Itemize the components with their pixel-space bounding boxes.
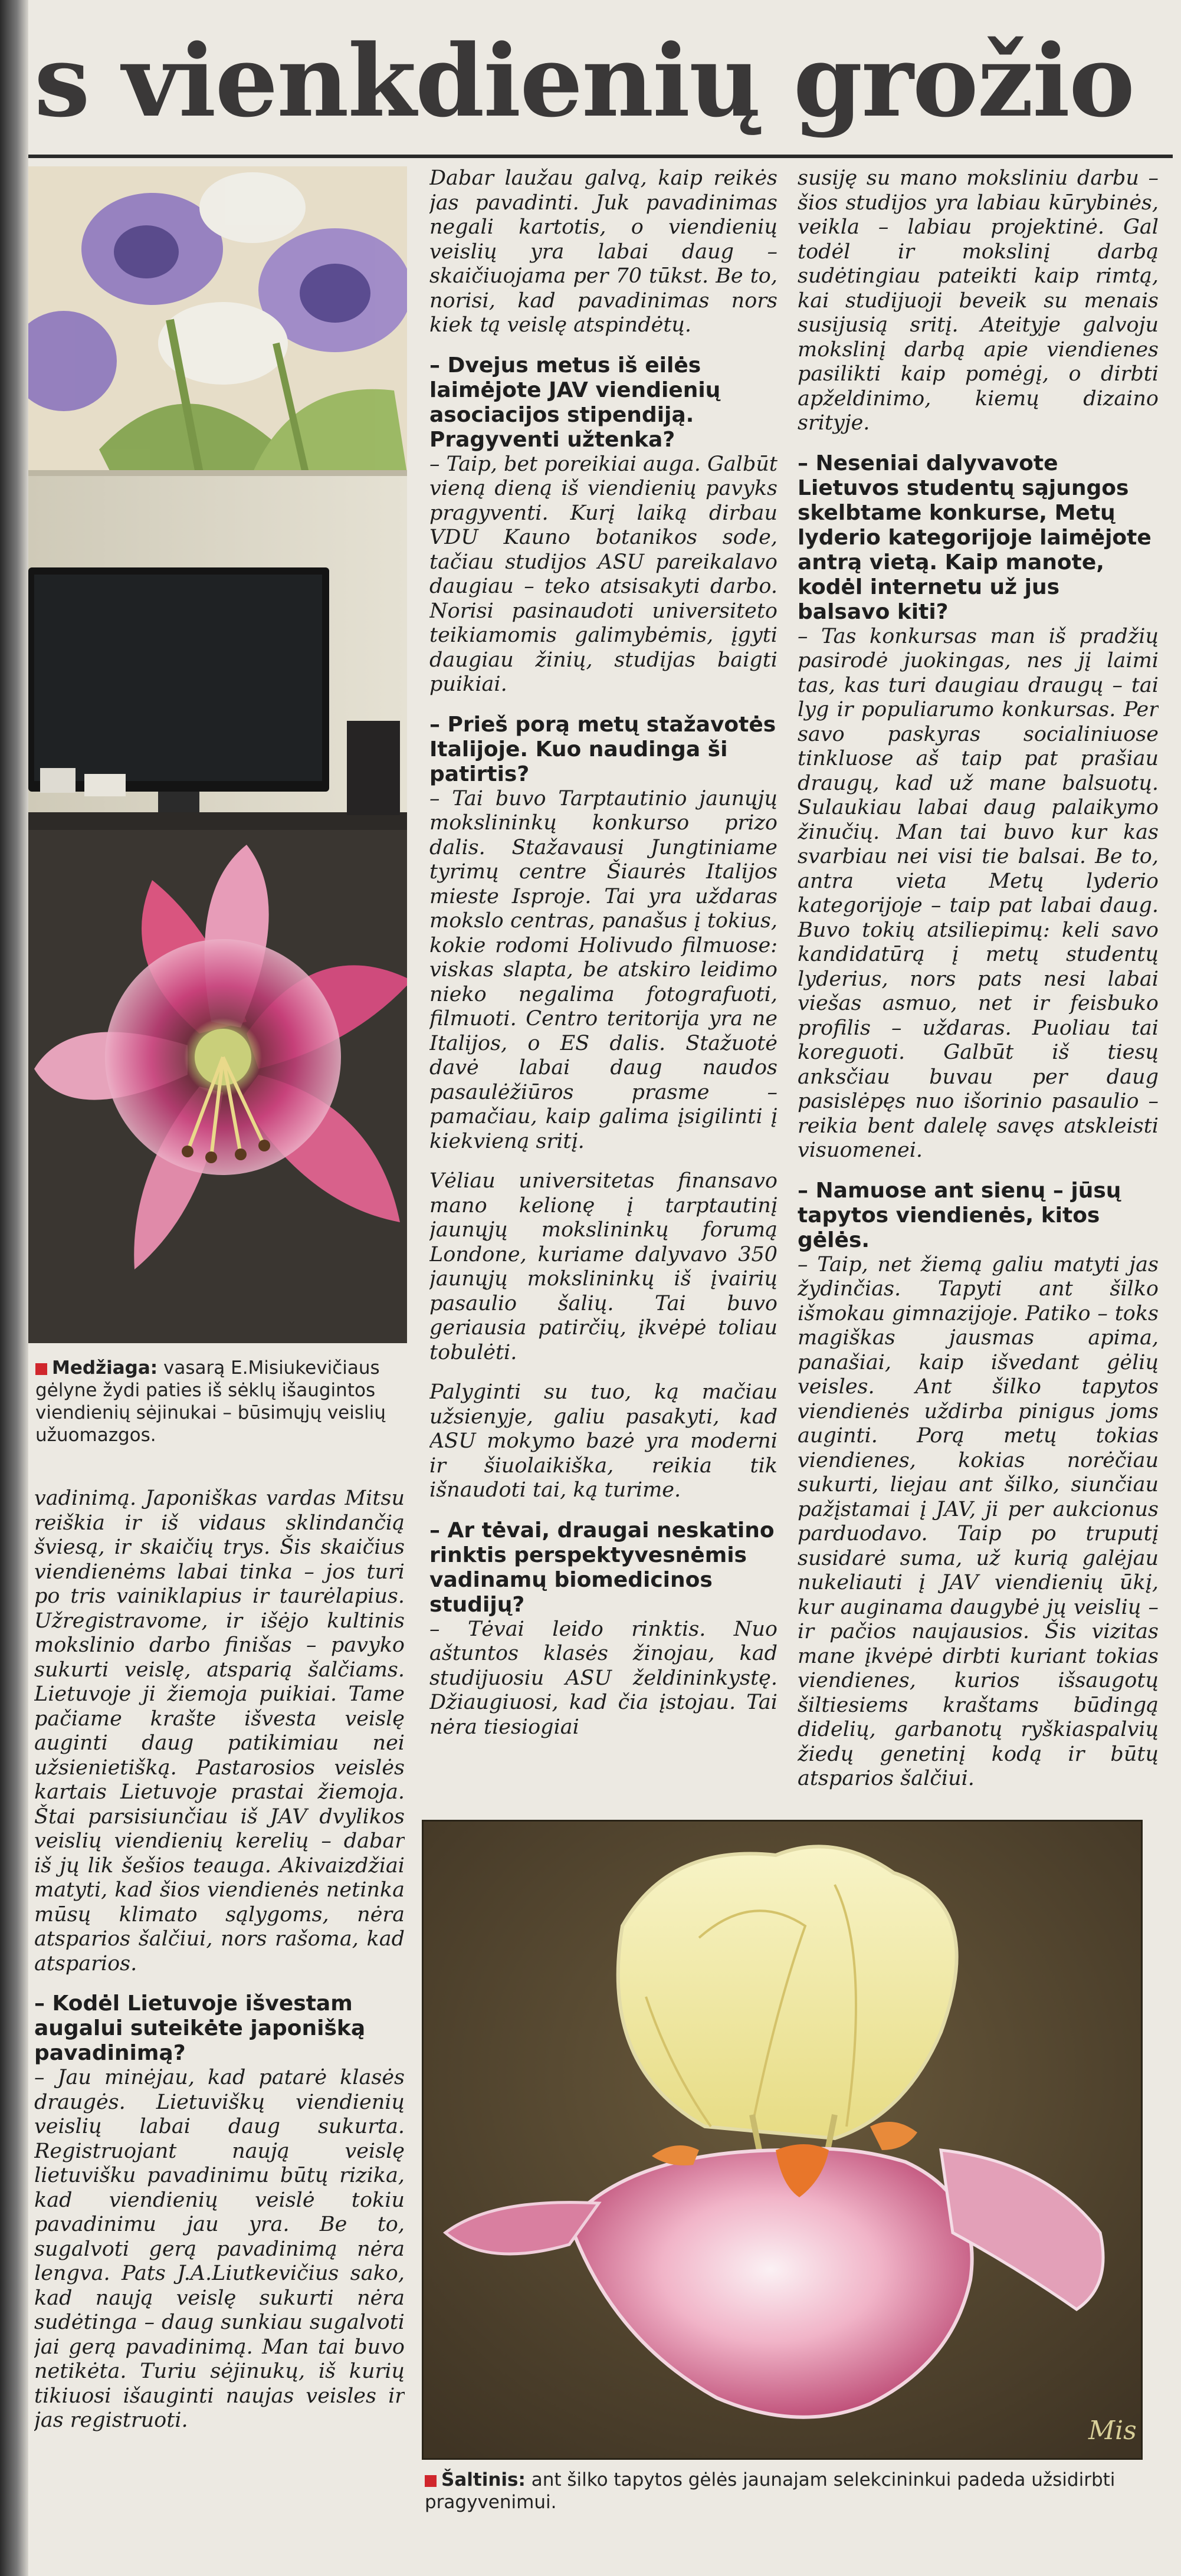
interview-question: – Prieš porą metų stažavotės Italijoje. Kuo naudinga ši patirtis?: [429, 712, 776, 786]
headline-rule: [28, 155, 1173, 158]
photo-silk-painting: [422, 1820, 1143, 2460]
article-paragraph: – Jau minėjau, kad patarė klasės draugės. Lietuviškų viendienių veislių labai daug sukurta. Registruojant naują veislę lietuvišku pavadinimu būtų rizika, kad viendienių veislė tokiu pavadinimu jau yra. Be to, sugalvoti gerą pavadinimą nėra lengva. Pats J.A.Liutkevičius sako, kad naują veislę sukurti nėra sudėtinga – daug sunkiau sugalvoti jai gerą pavadinimą. Man tai buvo netikėta. Turiu sėjinukų, iš kurių tikiuosi išauginti naujas veisles ir jas registruoti.: [34, 2066, 405, 2432]
page-edge-shadow: [0, 0, 28, 2576]
article-paragraph: Dabar laužau galvą, kaip reikės jas pavadinti. Juk pavadinimas negali kartotis, o viendienių veislių yra labai daug – skaičiuojama per 70 tūkst. Be to, norisi, kad pavadinimas nors kiek tą veislę atspindėtų.: [429, 166, 778, 337]
interview-question: – Ar tėvai, draugai neskatino rinktis perspektyvesnėmis vadinamų biomedicinos studijų?: [429, 1518, 775, 1617]
interview-question: – Kodėl Lietuvoje išvestam augalui suteikėte japonišką pavadinimą?: [34, 1991, 366, 2065]
interview-question: – Dvejus metus iš eilės laimėjote JAV viendienių asociacijos stipendiją. Pragyventi užtenka?: [429, 353, 721, 452]
article-paragraph: – Taip, bet poreikiai auga. Galbūt vieną dieną iš viendienių pavyks pragyventi. Kurį laiką dirbau VDU Kauno botanikos sode, tačiau studijos ASU pareikalavo daugiau – teko atsisakyti darbo. Norisi pasinaudoti universiteto teikiamomis galimybėmis, įgyti daugiau žinių, studijas baigti puikiai.: [429, 452, 778, 696]
photo-daylily: [28, 166, 407, 1343]
article-paragraph: – Tėvai leido rinktis. Nuo aštuntos klasės žinojau, kad studijuosiu ASU želdininkystę. Džiaugiuosi, kad čia įstojau. Tai nėra tiesiogiai: [429, 1617, 778, 1739]
article-column-1: [34, 1486, 405, 2560]
article-paragraph: – Tas konkursas man iš pradžių pasirodė juokingas, nes jį laimi tas, kas turi daugiau draugų – tai lyg ir populiarumo konkursas. Per savo paskyras socialiniuose tinkluose aš taip pat prašiau draugų, kad už mane balsuotų. Sulaukiau labai daug palaikymo žinučių. Man tai buvo kur kas svarbiau nei visi tie balsai. Be to, antra vieta Metų lyderio kategorijoje – taip pat labai daug. Buvo tokių atsiliepimų: keli savo kandidatūrą į metų studentų lyderius, nors pats nesi labai viešas asmuo, net ir feisbuko profilis – uždaras. Puoliau tai koreguoti. Galbūt iš tiesų anksčiau buvau per daug pasislėpęs nuo išorinio pasaulio – reikia bent dalelę savęs atskleisti visuomenei.: [798, 624, 1159, 1162]
interview-question: – Neseniai dalyvavote Lietuvos studentų sąjungos skelbtame konkurse, Metų lyderio kategorijoje laimėjote antrą vietą. Kaip manote, kodėl internetu už jus balsavo kiti?: [798, 451, 1152, 624]
article-paragraph: susiję su mano moksliniu darbu – šios studijos yra labiau kūrybinės, veikla – labiau projektinė. Gal todėl ir mokslinį darbą sudėtingiau pateikti kaip rimtą, kai studijuoji beveik su menais susijusią sritį. Ateityje galvoju mokslinį darbą apie viendienes pasilikti kaip pomėgį, o dirbti apželdinimo, kiemų dizaino srityje.: [798, 166, 1159, 435]
page-headline: s vienkdienių grožio: [34, 22, 1134, 139]
painting-signature: Mis: [1088, 2416, 1137, 2446]
article-column-3: [798, 166, 1159, 1800]
article-paragraph: – Taip, net žiemą galiu matyti jas žydinčias. Tapyti ant šilko išmokau gimnazijoje. Patiko – toks magiškas jausmas apima, panašiai, kaip išvedant gėlių veisles. Ant šilko tapytos viendienės uždirba pinigus joms auginti. Porą metų tokias viendienes, kokias norėčiau sukurti, liejau ant šilko, siunčiau pažįstamai į JAV, ji per aukcionus parduodavo. Taip po truputį susidarė suma, už kurią galėjau nukeliauti į JAV viendienių ūkį, kur auginama daugybė jų veislių – ir pačios naujausios. Šis vizitas mane įkvėpė dirbti kuriant tokias viendienes, kurios išsaugotų šiltiesiems kraštams būdingą didelių, garbanotų ryškiaspalvių žiedų genetinį kodą ir būtų atsparios šalčiui.: [798, 1252, 1159, 1790]
caption-marker-square: [425, 2475, 437, 2487]
article-paragraph: – Tai buvo Tarptautinio jaunųjų mokslininkų konkurso prizo dalis. Stažavausi Jungtiniame tyrimų centre Šiaurės Italijos mieste Isproje. Tai yra uždaras mokslo centras, panašus į tokius, kokie rodomi Holivudo filmuose: viskas slapta, be atskiro leidimo nieko negalima fotografuoti, filmuoti. Centro teritorija yra ne Italijos, o ES dalis. Stažuotė davė labai daug naudos pasaulėžiūros prasme – pamačiau, kaip galima įsigilinti į kiekvieną sritį.: [429, 786, 778, 1153]
caption-silk-painting: Šaltinis: ant šilko tapytos gėlės jaunajam selekcininkui padeda užsidirbti pragyvenimui.: [425, 2469, 1116, 2513]
caption-daylily: Medžiaga: vasarą E.Misiukevičiaus gėlyne žydi paties iš sėklų išaugintos viendienių sėjinukai – būsimųjų veislių užuomazgos.: [35, 1357, 386, 1446]
article-paragraph: Palyginti su tuo, ką mačiau užsienyje, galiu pasakyti, kad ASU mokymo bazė yra moderni ir šiuolaikiška, reikia tik išnaudoti tai, ką turime.: [429, 1380, 778, 1502]
article-paragraph: vadinimą. Japoniškas vardas Mitsu reiškia ir iš vidaus sklindančią šviesą, ir skaičių trys. Šis skaičius viendienėms labai tinka – jos turi po tris vainiklapius ir taurėlapius. Užregistravome, ir išėjo kultinis mokslinio darbo finišas – pavyko sukurti veislę, atsparią šalčiams. Lietuvoje ji žiemoja puikiai. Tame pačiame krašte išvesta veislę auginti daug patikimiau nei užsienietišką. Pastarosios veislės kartais Lietuvoje prastai žiemoja. Štai parsisiunčiau iš JAV dvylikos veislių viendienių kerelių – dabar iš jų lik šešios teauga. Akivaizdžiai matyti, kad šios viendienės netinka mūsų klimato sąlygoms, nėra atsparios šalčiui, nors rašoma, kad atsparios.: [34, 1486, 405, 1976]
article-paragraph: Vėliau universitetas finansavo mano kelionę į tarptautinį jaunųjų mokslininkų forumą Londone, kuriame dalyvavo 350 jaunųjų mokslininkų iš įvairių pasaulio šalių. Tai buvo geriausia patirčių, įkvėpė toliau tobulėti.: [429, 1169, 778, 1364]
article-column-2: [429, 166, 778, 1800]
caption-marker-square: [35, 1363, 47, 1375]
interview-question: – Namuose ant sienų – jūsų tapytos viendienės, kitos gėlės.: [798, 1178, 1121, 1252]
